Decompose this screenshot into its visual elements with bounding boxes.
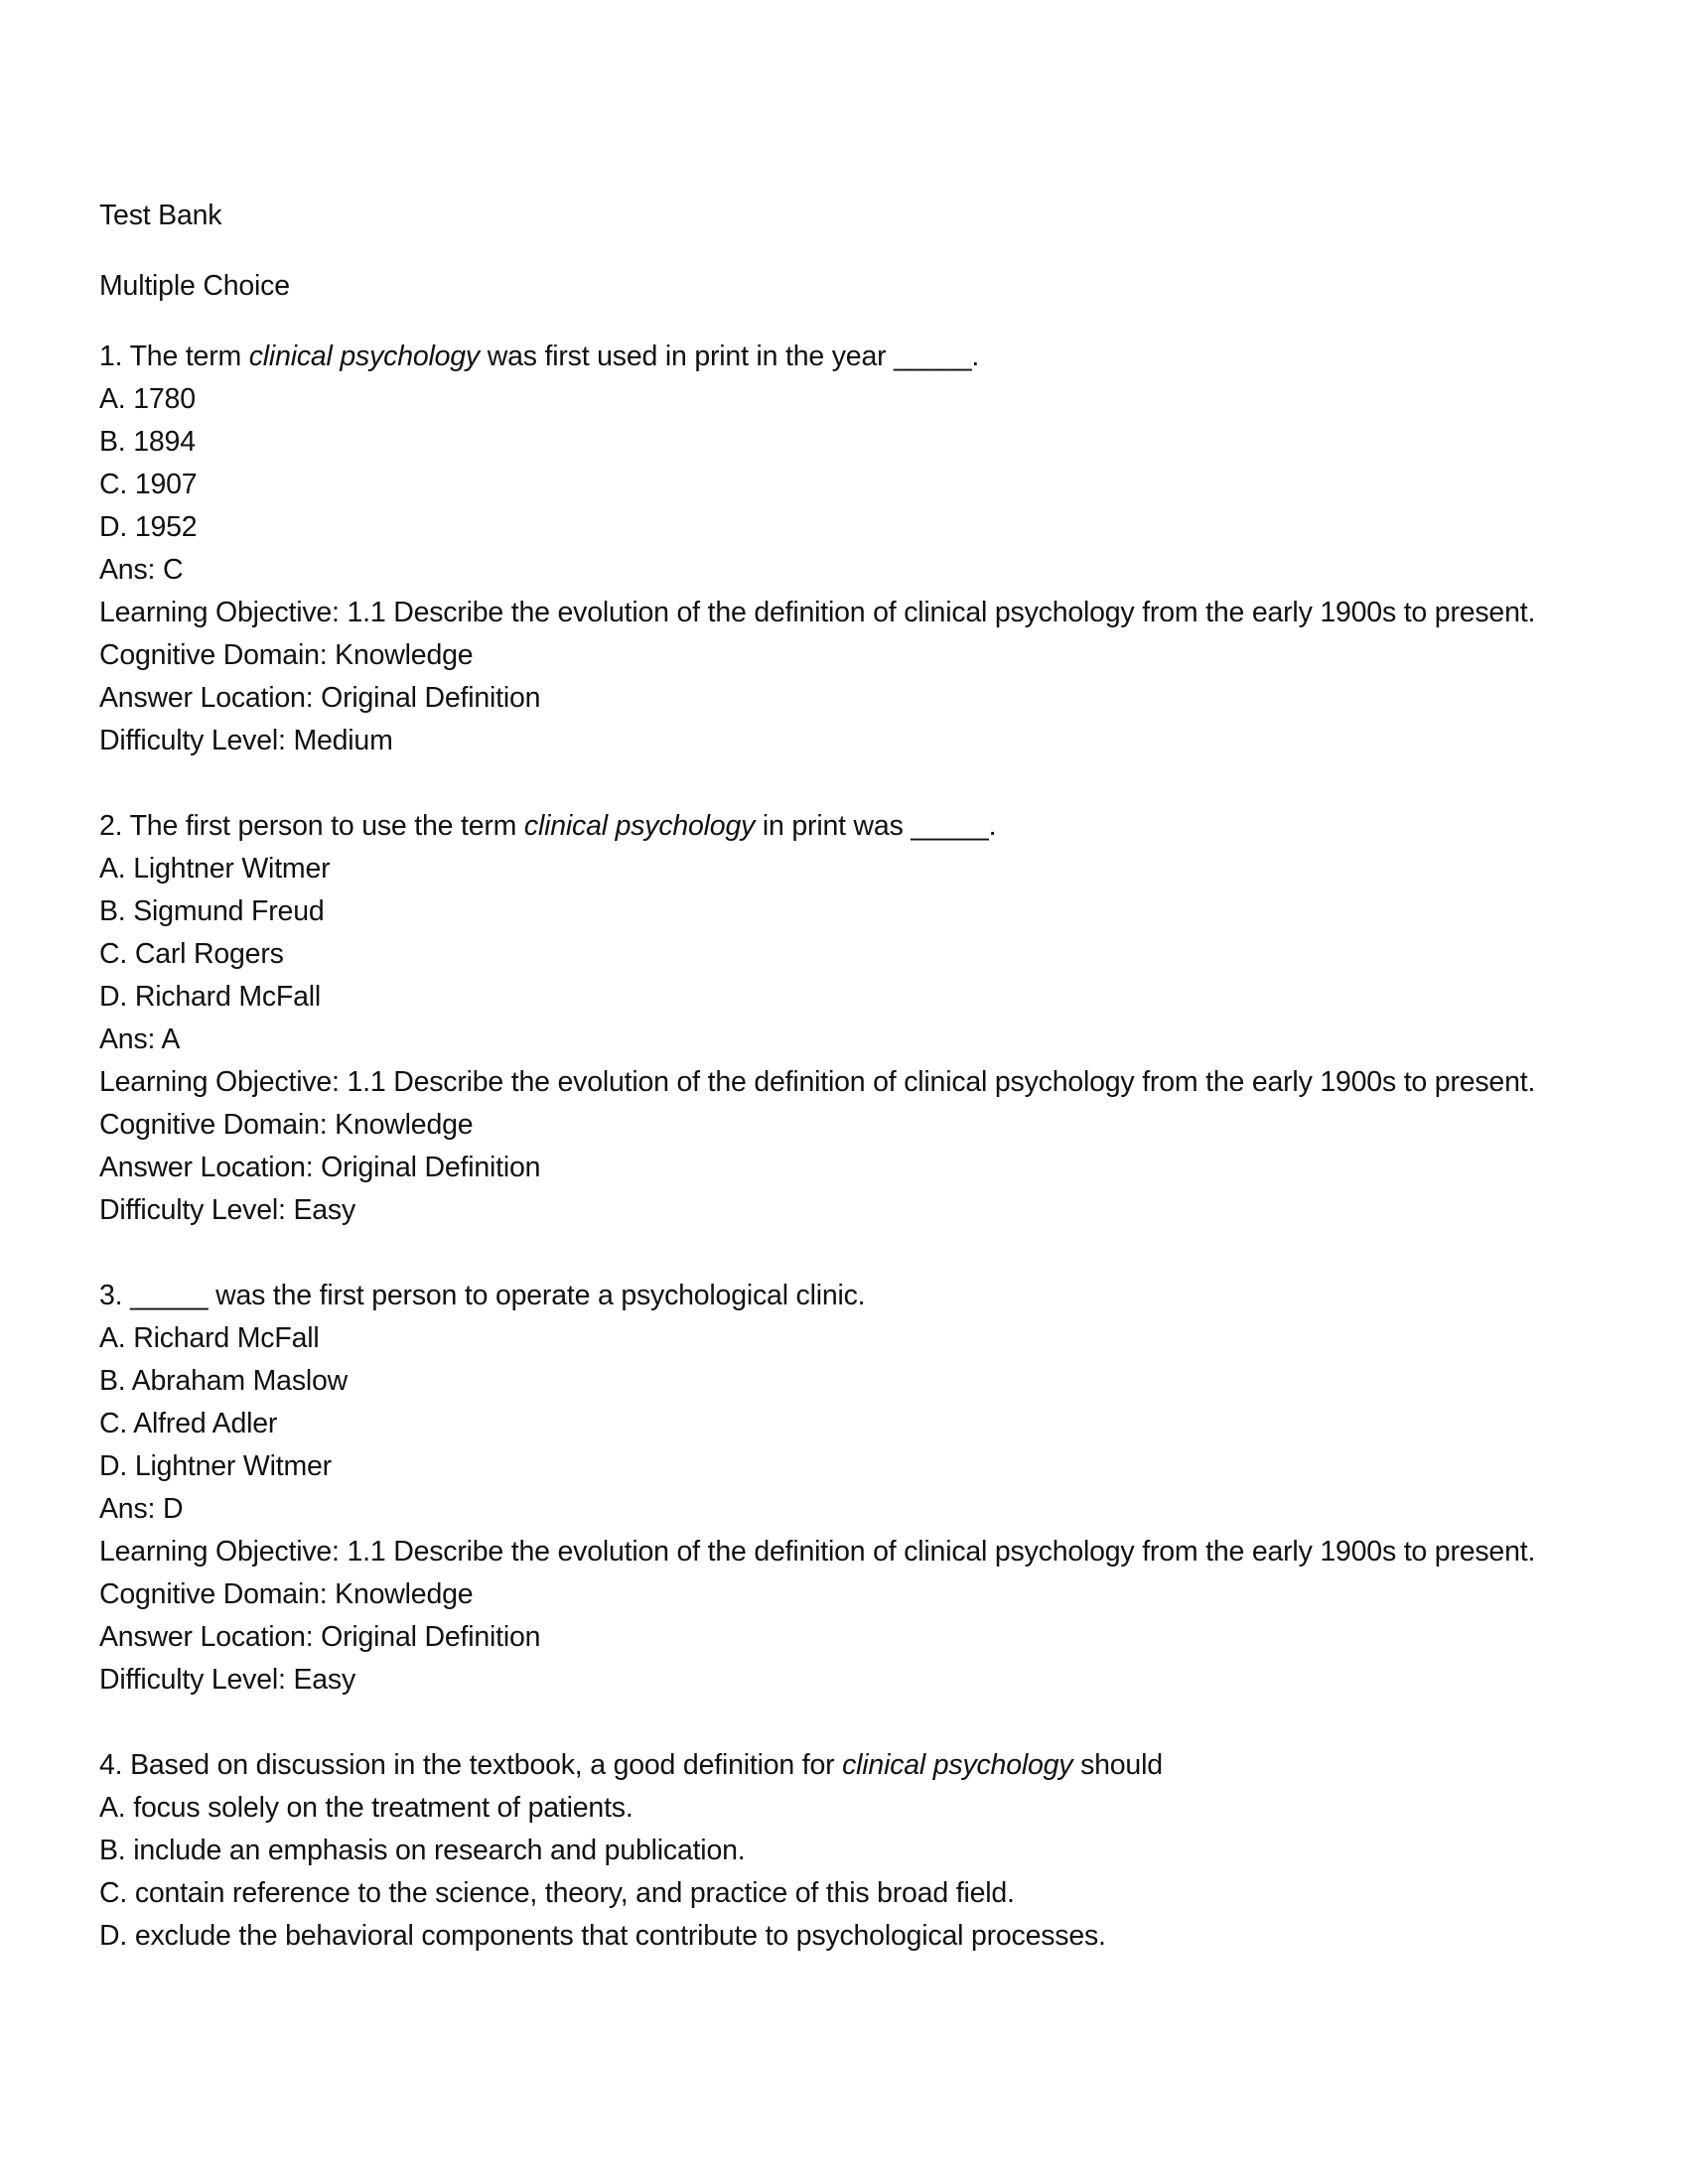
option-d: D. Lightner Witmer	[99, 1450, 332, 1482]
answer-key: Ans: D	[99, 1493, 184, 1525]
option-b: B. Abraham Maslow	[99, 1365, 349, 1397]
section-heading: Multiple Choice	[99, 270, 290, 302]
option-c: C. contain reference to the science, theory, and practice of this broad field.	[99, 1877, 1015, 1909]
question-4	[99, 1744, 1589, 1958]
test-bank-page	[99, 195, 1589, 1958]
option-d: D. exclude the behavioral components that contribute to psychological processes.	[99, 1920, 1106, 1952]
option-d: D. 1952	[99, 511, 198, 543]
stem-text: The first person to use the term	[129, 810, 517, 842]
question-number: 2.	[99, 810, 123, 842]
question-number: 4.	[99, 1749, 123, 1781]
cognitive-domain: Cognitive Domain: Knowledge	[99, 1109, 474, 1141]
option-a: A. 1780	[99, 383, 196, 415]
option-b: B. 1894	[99, 426, 196, 458]
difficulty-level: Difficulty Level: Easy	[99, 1194, 356, 1226]
question-stem	[99, 805, 1589, 848]
question-2	[99, 805, 1589, 1232]
option-b: B. Sigmund Freud	[99, 895, 325, 927]
learning-objective: Learning Objective: 1.1 Describe the evolution of the definition of clinical psychology from the early 1900s to present.	[99, 1536, 1536, 1568]
stem-italic-term: clinical psychology	[248, 341, 480, 372]
difficulty-level: Difficulty Level: Easy	[99, 1664, 356, 1696]
answer-key: Ans: C	[99, 554, 184, 586]
stem-text: _____ was the first person to operate a psychological clinic.	[130, 1280, 866, 1311]
difficulty-level: Difficulty Level: Medium	[99, 725, 393, 756]
stem-italic-term: clinical psychology	[523, 810, 756, 842]
stem-text-end: should	[1080, 1749, 1163, 1781]
learning-objective: Learning Objective: 1.1 Describe the evolution of the definition of clinical psychology from the early 1900s to present.	[99, 1066, 1536, 1098]
option-b: B. include an emphasis on research and publication.	[99, 1835, 746, 1866]
question-3	[99, 1275, 1589, 1702]
option-a: A. Richard McFall	[99, 1322, 320, 1354]
answer-location: Answer Location: Original Definition	[99, 682, 541, 714]
option-c: C. 1907	[99, 469, 198, 500]
question-stem	[99, 336, 1589, 378]
cognitive-domain: Cognitive Domain: Knowledge	[99, 639, 474, 671]
stem-italic-term: clinical psychology	[842, 1749, 1073, 1781]
stem-text: The term	[129, 341, 242, 372]
learning-objective: Learning Objective: 1.1 Describe the evolution of the definition of clinical psychology from the early 1900s to present.	[99, 597, 1536, 628]
section-heading-block	[99, 265, 1589, 308]
answer-location: Answer Location: Original Definition	[99, 1621, 541, 1653]
question-stem	[99, 1275, 1589, 1317]
document-title: Test Bank	[99, 200, 222, 231]
stem-text-end: in print was _____.	[762, 810, 997, 842]
option-c: C. Alfred Adler	[99, 1408, 278, 1439]
answer-location: Answer Location: Original Definition	[99, 1152, 541, 1183]
cognitive-domain: Cognitive Domain: Knowledge	[99, 1578, 474, 1610]
option-a: A. Lightner Witmer	[99, 853, 331, 885]
question-number: 3.	[99, 1280, 123, 1311]
answer-key: Ans: A	[99, 1024, 181, 1055]
stem-text-end: was first used in print in the year _____.	[487, 341, 980, 372]
document-heading	[99, 195, 1589, 237]
question-1	[99, 336, 1589, 762]
question-number: 1.	[99, 341, 123, 372]
question-stem	[99, 1744, 1589, 1787]
option-c: C. Carl Rogers	[99, 938, 284, 970]
option-d: D. Richard McFall	[99, 981, 322, 1013]
stem-text: Based on discussion in the textbook, a good definition for	[130, 1749, 835, 1781]
option-a: A. focus solely on the treatment of patients.	[99, 1792, 633, 1824]
